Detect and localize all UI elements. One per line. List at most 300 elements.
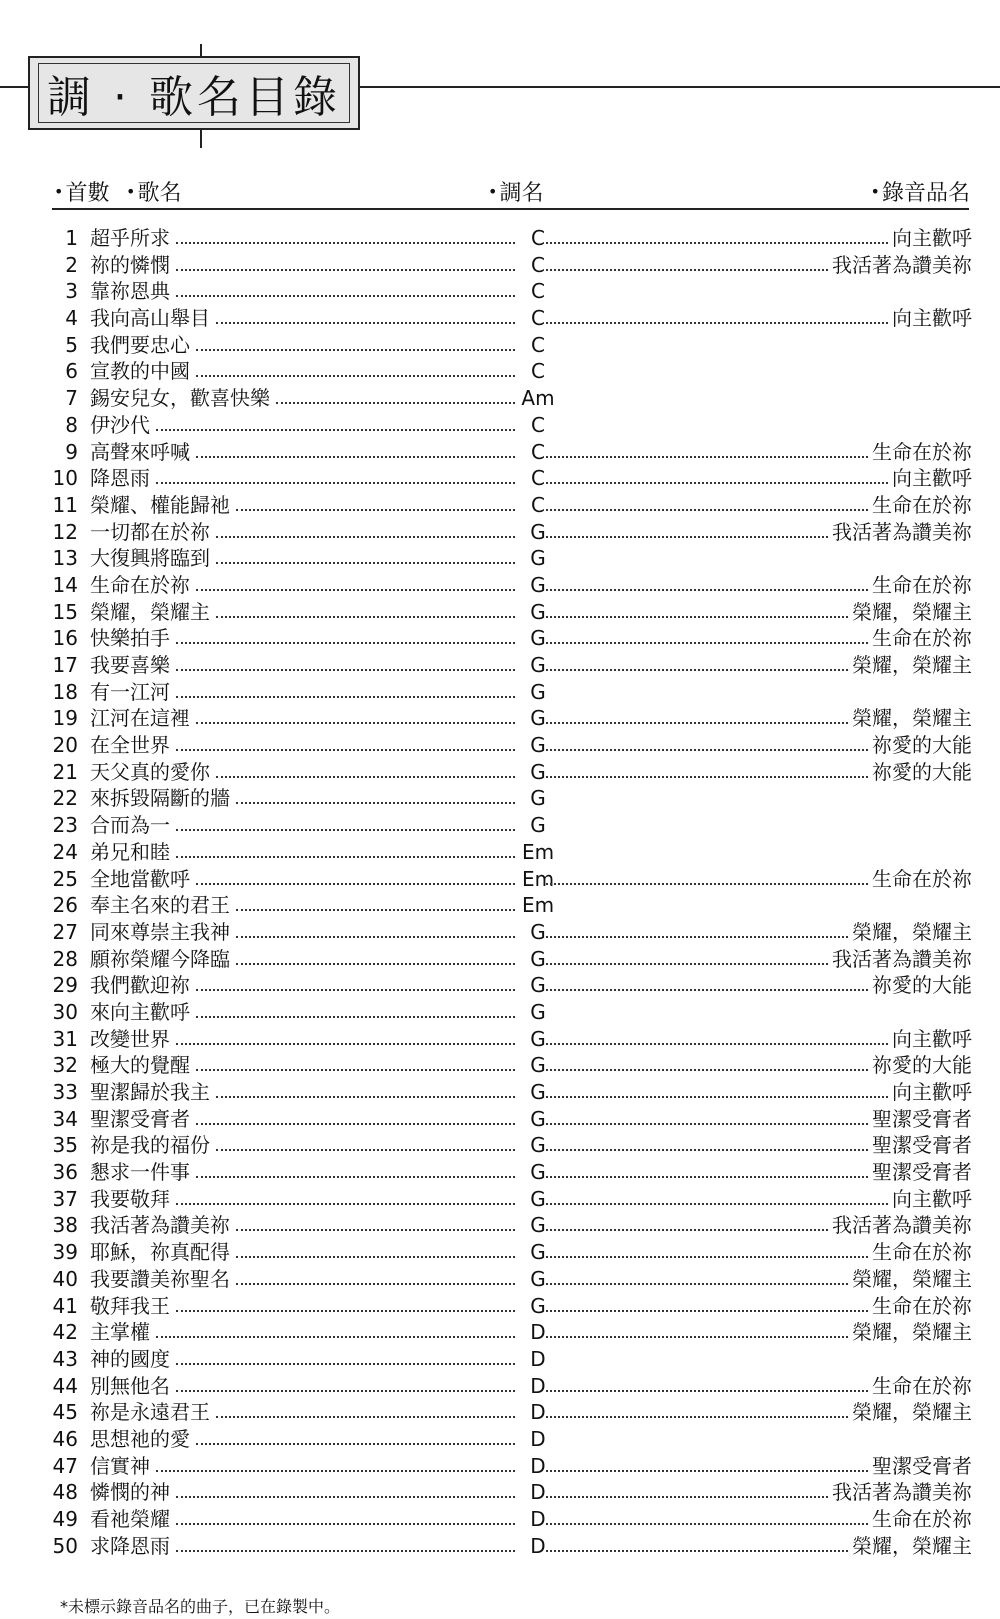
list-item <box>0 1319 1000 1346</box>
leader-dots <box>236 1256 515 1258</box>
song-key: G <box>530 706 546 731</box>
leader-dots <box>176 1043 515 1045</box>
song-number: 45 <box>52 1400 78 1425</box>
leader-dots <box>196 989 515 991</box>
song-album: 祢愛的大能 <box>872 733 972 758</box>
leader-dots <box>546 669 848 671</box>
header-bullet: • <box>126 182 136 201</box>
song-album: 榮耀，榮耀主 <box>852 653 972 677</box>
song-key: G <box>530 786 546 811</box>
song-number: 20 <box>52 733 78 758</box>
header-rule <box>52 208 969 210</box>
list-item <box>0 652 1000 679</box>
list-item <box>0 1453 1000 1480</box>
leader-dots <box>546 1149 868 1151</box>
song-title: 思想祂的愛 <box>90 1426 190 1451</box>
song-album: 向主歡呼 <box>892 306 972 331</box>
song-number: 19 <box>52 706 78 731</box>
song-title: 我活著為讚美祢 <box>90 1213 230 1238</box>
list-item <box>0 919 1000 946</box>
leader-dots <box>546 883 868 885</box>
song-title: 耶穌，祢真配得 <box>90 1240 230 1265</box>
song-key: G <box>530 1293 546 1318</box>
leader-dots <box>176 1363 515 1365</box>
song-album: 聖潔受膏者 <box>872 1160 972 1185</box>
leader-dots <box>546 936 848 938</box>
leader-dots <box>176 669 515 671</box>
song-list <box>0 225 1000 1559</box>
song-key: G <box>530 1160 546 1185</box>
list-item <box>0 225 1000 252</box>
list-item <box>0 999 1000 1026</box>
leader-dots <box>216 1149 515 1151</box>
song-title: 宣教的中國 <box>90 359 190 384</box>
list-item <box>0 679 1000 706</box>
song-title: 懇求一件事 <box>90 1160 190 1185</box>
song-title: 祢是永遠君王 <box>90 1400 210 1425</box>
song-key: G <box>530 1026 546 1051</box>
song-album: 聖潔受膏者 <box>872 1133 972 1158</box>
song-number: 1 <box>65 226 78 250</box>
song-key: C <box>531 359 545 384</box>
song-number: 25 <box>52 866 78 891</box>
leader-dots <box>546 989 868 991</box>
song-key: G <box>530 1080 546 1104</box>
leader-dots <box>546 482 888 484</box>
song-key: G <box>530 1240 546 1265</box>
footnote: *未標示錄音品名的曲子，已在錄製中。 <box>60 1597 341 1616</box>
song-key: G <box>530 626 546 651</box>
header-key-label: 調名 <box>499 181 544 206</box>
song-key: G <box>530 679 546 704</box>
leader-dots <box>546 1496 828 1498</box>
song-title: 超乎所求 <box>90 226 170 250</box>
song-number: 16 <box>52 626 78 651</box>
song-title: 伊沙代 <box>90 412 150 437</box>
song-number: 29 <box>52 973 78 998</box>
leader-dots <box>196 589 515 591</box>
song-key: Em <box>521 839 555 864</box>
list-item <box>0 1159 1000 1186</box>
song-title: 榮耀、權能歸祂 <box>90 492 230 517</box>
song-title: 我向高山舉目 <box>90 306 210 331</box>
song-key: Em <box>521 893 555 918</box>
leader-dots <box>546 322 888 324</box>
leader-dots <box>216 536 515 538</box>
song-title: 我要讚美祢聖名 <box>90 1266 230 1291</box>
leader-dots <box>176 1523 515 1525</box>
song-number: 48 <box>52 1480 78 1505</box>
song-album: 向主歡呼 <box>892 1026 972 1051</box>
song-album: 祢愛的大能 <box>872 1053 972 1078</box>
leader-dots <box>176 642 515 644</box>
song-number: 10 <box>52 466 78 491</box>
song-key: G <box>530 813 546 838</box>
leader-dots <box>546 1069 868 1071</box>
song-number: 34 <box>52 1106 78 1131</box>
song-key: C <box>531 332 545 357</box>
song-key: D <box>530 1346 546 1371</box>
song-number: 38 <box>52 1213 78 1238</box>
song-key: G <box>530 546 546 571</box>
song-album: 祢愛的大能 <box>872 759 972 784</box>
song-number: 46 <box>52 1426 78 1451</box>
song-title: 靠祢恩典 <box>90 279 170 304</box>
song-album: 向主歡呼 <box>892 226 972 250</box>
header-album <box>871 176 970 207</box>
song-album: 聖潔受膏者 <box>872 1106 972 1131</box>
leader-dots <box>546 1283 848 1285</box>
song-key: D <box>530 1400 546 1425</box>
list-item <box>0 332 1000 359</box>
leader-dots <box>546 616 848 618</box>
leader-dots <box>546 1550 848 1552</box>
song-album: 我活著為讚美祢 <box>832 252 972 277</box>
song-title: 聖潔歸於我主 <box>90 1080 210 1104</box>
leader-dots <box>236 963 515 965</box>
song-number: 44 <box>52 1373 78 1398</box>
leader-dots <box>156 1470 515 1472</box>
list-item <box>0 972 1000 999</box>
song-key: D <box>530 1480 546 1505</box>
song-key: C <box>531 492 545 517</box>
list-item <box>0 625 1000 652</box>
song-title: 我要喜樂 <box>90 653 170 677</box>
leader-dots <box>546 963 828 965</box>
leader-dots <box>546 589 868 591</box>
header-key <box>488 176 543 207</box>
leader-dots <box>216 616 515 618</box>
song-album: 榮耀，榮耀主 <box>852 1266 972 1291</box>
list-item <box>0 759 1000 786</box>
song-title: 全地當歡呼 <box>90 866 190 891</box>
song-number: 41 <box>52 1293 78 1318</box>
leader-dots <box>196 1176 515 1178</box>
header-bullet: • <box>870 182 880 201</box>
song-key: G <box>530 1186 546 1211</box>
song-number: 39 <box>52 1240 78 1265</box>
list-item <box>0 839 1000 866</box>
leader-dots <box>236 802 515 804</box>
song-key: C <box>531 226 545 250</box>
song-number: 40 <box>52 1266 78 1291</box>
leader-dots <box>546 1203 888 1205</box>
leader-dots <box>176 269 515 271</box>
song-number: 14 <box>52 572 78 597</box>
song-album: 榮耀，榮耀主 <box>852 1533 972 1558</box>
song-key: C <box>531 466 545 491</box>
leader-dots <box>236 909 515 911</box>
song-key: G <box>530 919 546 944</box>
leader-dots <box>546 776 868 778</box>
song-key: G <box>530 759 546 784</box>
leader-dots <box>196 1443 515 1445</box>
leader-dots <box>176 242 515 244</box>
leader-dots <box>176 829 515 831</box>
song-album: 祢愛的大能 <box>872 973 972 998</box>
song-album: 向主歡呼 <box>892 1186 972 1211</box>
song-title: 大復興將臨到 <box>90 546 210 571</box>
list-item <box>0 1426 1000 1453</box>
list-item <box>0 278 1000 305</box>
song-title: 江河在這裡 <box>90 706 190 731</box>
leader-dots <box>546 1123 868 1125</box>
song-number: 17 <box>52 653 78 677</box>
leader-dots <box>216 776 515 778</box>
list-item <box>0 705 1000 732</box>
leader-dots <box>236 509 515 511</box>
song-title: 願祢榮耀今降臨 <box>90 946 230 971</box>
song-number: 9 <box>65 439 78 464</box>
leader-dots <box>546 269 828 271</box>
list-item <box>0 519 1000 546</box>
leader-dots <box>176 749 515 751</box>
list-item <box>0 492 1000 519</box>
song-number: 24 <box>52 839 78 864</box>
list-item <box>0 1212 1000 1239</box>
list-item <box>0 812 1000 839</box>
leader-dots <box>196 722 515 724</box>
song-key: G <box>530 653 546 677</box>
leader-dots <box>196 456 515 458</box>
song-title: 來拆毀隔斷的牆 <box>90 786 230 811</box>
leader-dots <box>546 1470 868 1472</box>
song-album: 榮耀，榮耀主 <box>852 1400 972 1425</box>
song-number: 4 <box>65 306 78 331</box>
song-title: 別無他名 <box>90 1373 170 1398</box>
song-number: 28 <box>52 946 78 971</box>
list-item <box>0 439 1000 466</box>
leader-dots <box>276 402 515 404</box>
list-item <box>0 252 1000 279</box>
song-title: 聖潔受膏者 <box>90 1106 190 1131</box>
song-number: 31 <box>52 1026 78 1051</box>
list-item <box>0 1079 1000 1106</box>
song-album: 榮耀，榮耀主 <box>852 599 972 624</box>
song-album: 生命在於祢 <box>872 1373 972 1398</box>
song-title: 祢是我的福份 <box>90 1133 210 1158</box>
list-item <box>0 1052 1000 1079</box>
song-key: G <box>530 733 546 758</box>
song-title: 信實神 <box>90 1453 150 1478</box>
leader-dots <box>546 456 868 458</box>
song-key: D <box>530 1320 546 1345</box>
leader-dots <box>176 1310 515 1312</box>
leader-dots <box>156 482 515 484</box>
list-item <box>0 1026 1000 1053</box>
song-key: G <box>530 1133 546 1158</box>
leader-dots <box>546 642 868 644</box>
song-key: G <box>530 1213 546 1238</box>
song-number: 35 <box>52 1133 78 1158</box>
song-key: G <box>530 572 546 597</box>
song-key: C <box>531 439 545 464</box>
song-album: 向主歡呼 <box>892 466 972 491</box>
list-item <box>0 358 1000 385</box>
leader-dots <box>546 1176 868 1178</box>
song-number: 11 <box>52 492 78 517</box>
song-number: 36 <box>52 1160 78 1185</box>
song-number: 22 <box>52 786 78 811</box>
leader-dots <box>196 375 515 377</box>
song-album: 生命在於祢 <box>872 492 972 517</box>
song-key: D <box>530 1533 546 1558</box>
song-title: 神的國度 <box>90 1346 170 1371</box>
leader-dots <box>546 509 868 511</box>
leader-dots <box>546 1096 888 1098</box>
song-title: 同來尊崇主我神 <box>90 919 230 944</box>
song-album: 我活著為讚美祢 <box>832 519 972 544</box>
song-number: 7 <box>65 386 78 411</box>
leader-dots <box>546 242 888 244</box>
list-item <box>0 305 1000 332</box>
song-album: 生命在於祢 <box>872 572 972 597</box>
song-key: G <box>530 1053 546 1078</box>
song-key: G <box>530 519 546 544</box>
bottom-tick <box>200 130 202 148</box>
leader-dots <box>176 1390 515 1392</box>
song-title: 我們歡迎祢 <box>90 973 190 998</box>
song-key: G <box>530 1266 546 1291</box>
song-album: 榮耀，榮耀主 <box>852 919 972 944</box>
song-number: 21 <box>52 759 78 784</box>
leader-dots <box>216 1416 515 1418</box>
song-key: D <box>530 1373 546 1398</box>
list-item <box>0 1132 1000 1159</box>
leader-dots <box>546 1390 868 1392</box>
song-title: 看祂榮耀 <box>90 1507 170 1531</box>
song-number: 49 <box>52 1507 78 1531</box>
list-item <box>0 946 1000 973</box>
leader-dots <box>546 1229 828 1231</box>
song-key: G <box>530 973 546 998</box>
song-key: Em <box>521 866 555 891</box>
header-song <box>126 176 181 207</box>
song-number: 18 <box>52 679 78 704</box>
leader-dots <box>236 936 515 938</box>
song-key: D <box>530 1426 546 1451</box>
list-item <box>0 732 1000 759</box>
song-album: 我活著為讚美祢 <box>832 1213 972 1238</box>
list-item <box>0 785 1000 812</box>
list-item <box>0 1346 1000 1373</box>
leader-dots <box>546 1310 868 1312</box>
list-item <box>0 1239 1000 1266</box>
song-number: 23 <box>52 813 78 838</box>
song-key: G <box>530 999 546 1024</box>
header-song-label: 歌名 <box>137 181 182 206</box>
list-item <box>0 1533 1000 1560</box>
leader-dots <box>196 1069 515 1071</box>
leader-dots <box>546 536 828 538</box>
song-title: 弟兄和睦 <box>90 839 170 864</box>
header-number <box>54 176 109 207</box>
song-album: 我活著為讚美祢 <box>832 946 972 971</box>
song-album: 我活著為讚美祢 <box>832 1480 972 1505</box>
song-key: G <box>530 599 546 624</box>
song-title: 我要敬拜 <box>90 1186 170 1211</box>
list-item <box>0 892 1000 919</box>
song-title: 生命在於祢 <box>90 572 190 597</box>
leader-dots <box>546 722 848 724</box>
song-key: Am <box>521 386 555 411</box>
song-number: 37 <box>52 1186 78 1211</box>
song-number: 6 <box>65 359 78 384</box>
list-item <box>0 1293 1000 1320</box>
leader-dots <box>196 883 515 885</box>
song-title: 天父真的愛你 <box>90 759 210 784</box>
song-title: 一切都在於祢 <box>90 519 210 544</box>
leader-dots <box>216 322 515 324</box>
list-item <box>0 866 1000 893</box>
song-album: 聖潔受膏者 <box>872 1453 972 1478</box>
list-item <box>0 465 1000 492</box>
song-key: D <box>530 1453 546 1478</box>
song-number: 26 <box>52 893 78 918</box>
list-item <box>0 599 1000 626</box>
song-key: C <box>531 252 545 277</box>
song-number: 8 <box>65 412 78 437</box>
list-item <box>0 1479 1000 1506</box>
song-title: 主掌權 <box>90 1320 150 1345</box>
song-title: 高聲來呼喊 <box>90 439 190 464</box>
leader-dots <box>546 1256 868 1258</box>
leader-dots <box>196 349 515 351</box>
list-item <box>0 572 1000 599</box>
list-item <box>0 1373 1000 1400</box>
leader-dots <box>176 856 515 858</box>
leader-dots <box>156 1336 515 1338</box>
song-title: 快樂拍手 <box>90 626 170 651</box>
list-item <box>0 1266 1000 1293</box>
list-item <box>0 1106 1000 1133</box>
list-item <box>0 412 1000 439</box>
list-item <box>0 1506 1000 1533</box>
song-key: D <box>530 1507 546 1531</box>
leader-dots <box>546 1523 868 1525</box>
leader-dots <box>176 295 515 297</box>
song-key: C <box>531 279 545 304</box>
list-item <box>0 385 1000 412</box>
song-number: 50 <box>52 1533 78 1558</box>
song-title: 合而為一 <box>90 813 170 838</box>
song-album: 生命在於祢 <box>872 1293 972 1318</box>
leader-dots <box>176 1496 515 1498</box>
song-number: 47 <box>52 1453 78 1478</box>
song-title: 憐憫的神 <box>90 1480 170 1505</box>
leader-dots <box>236 1283 515 1285</box>
header-bullet: • <box>54 182 64 201</box>
song-title: 降恩雨 <box>90 466 150 491</box>
song-title: 敬拜我王 <box>90 1293 170 1318</box>
song-number: 42 <box>52 1320 78 1345</box>
song-key: G <box>530 1106 546 1131</box>
song-number: 2 <box>65 252 78 277</box>
leader-dots <box>546 749 868 751</box>
list-item <box>0 545 1000 572</box>
song-title: 奉主名來的君王 <box>90 893 230 918</box>
song-title: 在全世界 <box>90 733 170 758</box>
song-number: 43 <box>52 1346 78 1371</box>
song-key: C <box>531 412 545 437</box>
leader-dots <box>196 1016 515 1018</box>
song-key: C <box>531 306 545 331</box>
leader-dots <box>546 1336 848 1338</box>
song-number: 30 <box>52 999 78 1024</box>
leader-dots <box>196 1123 515 1125</box>
leader-dots <box>216 562 515 564</box>
song-key: G <box>530 946 546 971</box>
